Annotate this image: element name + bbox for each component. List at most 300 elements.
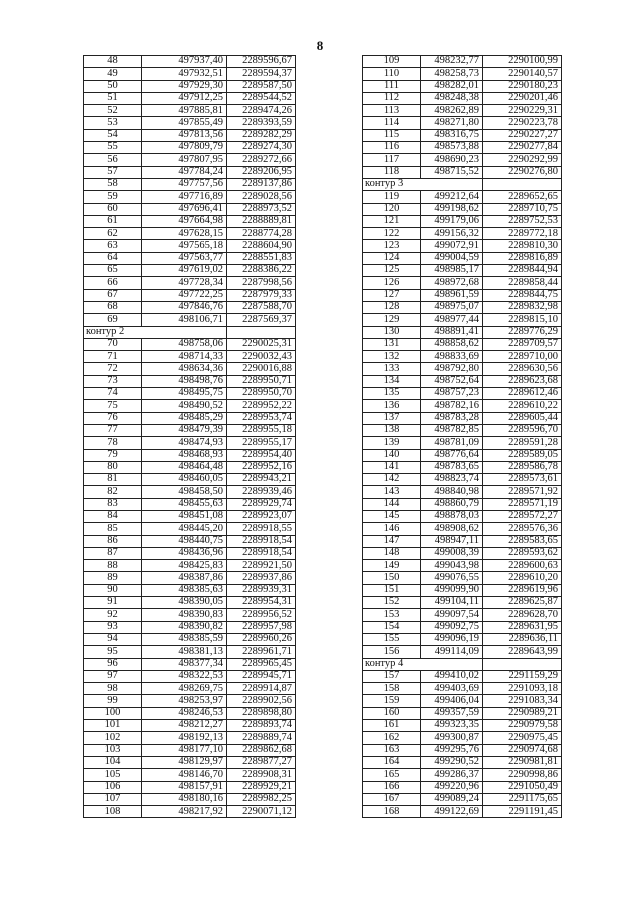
y-coordinate-cell: 2289965,45 [227,658,296,670]
point-number-cell: 122 [363,228,421,240]
table-row [84,658,296,670]
table-row [363,670,562,682]
table-row [84,621,296,633]
y-coordinate-cell: 2289752,53 [483,215,562,227]
x-coordinate-cell: 497757,56 [142,178,227,190]
point-number-cell: 75 [84,400,142,412]
y-coordinate-cell: 2291093,18 [483,683,562,695]
y-coordinate-cell: 2289282,29 [227,129,296,141]
point-number-cell: 124 [363,252,421,264]
x-coordinate-cell: 498262,89 [421,105,483,117]
y-coordinate-cell: 2289898,80 [227,707,296,719]
x-coordinate-cell: 498573,88 [421,142,483,154]
x-coordinate-cell: 497664,98 [142,215,227,227]
x-coordinate-cell: 498485,29 [142,412,227,424]
point-number-cell: 125 [363,265,421,277]
point-number-cell: 53 [84,117,142,129]
x-coordinate-cell: 497846,76 [142,301,227,313]
point-number-cell: 54 [84,129,142,141]
y-coordinate-cell: 2289631,95 [483,621,562,633]
point-number-cell: 98 [84,683,142,695]
table-row [363,203,562,215]
table-row [363,301,562,313]
x-coordinate-cell: 498977,44 [421,314,483,326]
y-coordinate-cell: 2289630,56 [483,363,562,375]
x-coordinate-cell: 498460,05 [142,474,227,486]
table-row [363,769,562,781]
point-number-cell: 66 [84,277,142,289]
y-coordinate-cell: 2289137,86 [227,178,296,190]
x-coordinate-cell: 497885,81 [142,105,227,117]
point-number-cell: 83 [84,498,142,510]
table-row [363,129,562,141]
y-coordinate-cell: 2289858,44 [483,277,562,289]
table-row [84,720,296,732]
x-coordinate-cell: 499410,02 [421,670,483,682]
y-coordinate-cell: 2289929,21 [227,781,296,793]
table-row [363,633,562,645]
point-number-cell: 156 [363,646,421,658]
x-coordinate-cell: 498975,07 [421,301,483,313]
x-coordinate-cell: 498714,33 [142,351,227,363]
y-coordinate-cell: 2289923,07 [227,510,296,522]
x-coordinate-cell: 497807,95 [142,154,227,166]
x-coordinate-cell: 499198,62 [421,203,483,215]
x-coordinate-cell: 499156,32 [421,228,483,240]
y-coordinate-cell: 2289709,57 [483,338,562,350]
table-row [363,142,562,154]
y-coordinate-cell: 2289982,25 [227,793,296,805]
table-row [363,56,562,68]
table-row [84,535,296,547]
point-number-cell: 106 [84,781,142,793]
x-coordinate-cell: 499096,19 [421,633,483,645]
table-row [84,80,296,92]
y-coordinate-cell: 2287569,37 [227,314,296,326]
x-coordinate-cell: 498833,69 [421,351,483,363]
table-row [84,744,296,756]
y-coordinate-cell: 2289954,40 [227,449,296,461]
x-coordinate-cell: 498390,82 [142,621,227,633]
point-number-cell: 159 [363,695,421,707]
y-coordinate-cell: 2289605,44 [483,412,562,424]
x-coordinate-cell: 498390,83 [142,609,227,621]
point-number-cell: 116 [363,142,421,154]
table-row [84,572,296,584]
x-coordinate-cell: 497696,41 [142,203,227,215]
point-number-cell: 78 [84,437,142,449]
x-coordinate-cell: 498253,97 [142,695,227,707]
y-coordinate-cell: 2290277,84 [483,142,562,154]
table-row [363,461,562,473]
y-coordinate-cell: 2289612,46 [483,388,562,400]
x-coordinate-cell: 498271,80 [421,117,483,129]
x-coordinate-cell: 498436,96 [142,547,227,559]
point-number-cell: 161 [363,720,421,732]
x-coordinate-cell: 498495,75 [142,388,227,400]
y-coordinate-cell: 2289272,66 [227,154,296,166]
x-coordinate-cell: 497855,49 [142,117,227,129]
table-row [363,400,562,412]
point-number-cell: 49 [84,68,142,80]
y-coordinate-cell: 2290981,81 [483,756,562,768]
y-coordinate-cell: 2289939,31 [227,584,296,596]
x-coordinate-cell: 497563,77 [142,252,227,264]
point-number-cell: 95 [84,646,142,658]
table-row [363,646,562,658]
point-number-cell: 88 [84,560,142,572]
point-number-cell: 142 [363,474,421,486]
y-coordinate-cell: 2289596,70 [483,424,562,436]
x-coordinate-cell: 499104,11 [421,597,483,609]
y-coordinate-cell: 2289918,55 [227,523,296,535]
x-coordinate-cell: 498961,59 [421,289,483,301]
y-coordinate-cell: 2289844,75 [483,289,562,301]
table-row [363,154,562,166]
point-number-cell: 96 [84,658,142,670]
table-row [363,486,562,498]
y-coordinate-cell: 2290998,86 [483,769,562,781]
point-number-cell: 64 [84,252,142,264]
table-row [363,781,562,793]
y-coordinate-cell: 2289914,87 [227,683,296,695]
x-coordinate-cell: 499179,06 [421,215,483,227]
point-number-cell: 60 [84,203,142,215]
contour-header-row [363,178,562,190]
y-coordinate-cell: 2287998,56 [227,277,296,289]
point-number-cell: 153 [363,609,421,621]
y-coordinate-cell: 2289862,68 [227,744,296,756]
x-coordinate-cell: 498474,93 [142,437,227,449]
x-coordinate-cell: 498860,79 [421,498,483,510]
point-number-cell: 126 [363,277,421,289]
x-coordinate-cell: 497912,25 [142,92,227,104]
table-row [363,695,562,707]
y-coordinate-cell: 2289957,98 [227,621,296,633]
table-row [363,683,562,695]
x-coordinate-cell: 498464,48 [142,461,227,473]
point-number-cell: 164 [363,756,421,768]
y-coordinate-cell: 2290975,45 [483,732,562,744]
y-coordinate-cell: 2289274,30 [227,142,296,154]
table-row [84,793,296,805]
y-coordinate-cell: 2289950,70 [227,388,296,400]
table-row [363,547,562,559]
empty-cell [483,178,562,190]
point-number-cell: 138 [363,424,421,436]
point-number-cell: 94 [84,633,142,645]
x-coordinate-cell: 498498,76 [142,375,227,387]
table-row [84,301,296,313]
x-coordinate-cell: 498192,13 [142,732,227,744]
point-number-cell: 91 [84,597,142,609]
y-coordinate-cell: 2288551,83 [227,252,296,264]
point-number-cell: 135 [363,388,421,400]
table-row [363,68,562,80]
x-coordinate-cell: 498878,03 [421,510,483,522]
point-number-cell: 55 [84,142,142,154]
y-coordinate-cell: 2289628,70 [483,609,562,621]
table-row [363,572,562,584]
table-row [84,56,296,68]
point-number-cell: 130 [363,326,421,338]
table-row [363,265,562,277]
table-row [84,781,296,793]
x-coordinate-cell: 498451,08 [142,510,227,522]
point-number-cell: 149 [363,560,421,572]
y-coordinate-cell: 2289591,28 [483,437,562,449]
y-coordinate-cell: 2289710,75 [483,203,562,215]
y-coordinate-cell: 2290180,23 [483,80,562,92]
point-number-cell: 165 [363,769,421,781]
point-number-cell: 73 [84,375,142,387]
point-number-cell: 110 [363,68,421,80]
y-coordinate-cell: 2288386,22 [227,265,296,277]
contour-label: контур 4 [363,658,483,670]
point-number-cell: 51 [84,92,142,104]
x-coordinate-cell: 497565,18 [142,240,227,252]
point-number-cell: 79 [84,449,142,461]
point-number-cell: 93 [84,621,142,633]
table-row [363,314,562,326]
y-coordinate-cell: 2289937,86 [227,572,296,584]
x-coordinate-cell: 497813,56 [142,129,227,141]
y-coordinate-cell: 2291083,34 [483,695,562,707]
y-coordinate-cell: 2289889,74 [227,732,296,744]
table-row [84,117,296,129]
point-number-cell: 87 [84,547,142,559]
x-coordinate-cell: 497929,30 [142,80,227,92]
y-coordinate-cell: 2289893,74 [227,720,296,732]
point-number-cell: 145 [363,510,421,522]
x-coordinate-cell: 499300,87 [421,732,483,744]
table-row [363,806,562,818]
point-number-cell: 108 [84,806,142,818]
table-row [84,424,296,436]
table-row [84,683,296,695]
x-coordinate-cell: 497728,34 [142,277,227,289]
y-coordinate-cell: 2289908,31 [227,769,296,781]
table-row [363,277,562,289]
x-coordinate-cell: 498232,77 [421,56,483,68]
y-coordinate-cell: 2289956,52 [227,609,296,621]
point-number-cell: 148 [363,547,421,559]
table-row [84,806,296,818]
x-coordinate-cell: 498757,23 [421,388,483,400]
point-number-cell: 132 [363,351,421,363]
coordinates-table-right [362,55,562,818]
x-coordinate-cell: 498157,91 [142,781,227,793]
x-coordinate-cell: 499076,55 [421,572,483,584]
table-row [84,68,296,80]
table-row [84,277,296,289]
x-coordinate-cell: 498715,52 [421,166,483,178]
page-number: 8 [316,38,324,53]
point-number-cell: 117 [363,154,421,166]
table-row [363,793,562,805]
point-number-cell: 128 [363,301,421,313]
x-coordinate-cell: 498377,34 [142,658,227,670]
x-coordinate-cell: 499357,59 [421,707,483,719]
table-row [84,178,296,190]
table-row [363,326,562,338]
x-coordinate-cell: 499043,98 [421,560,483,572]
point-number-cell: 160 [363,707,421,719]
table-row [363,449,562,461]
table-row [84,449,296,461]
point-number-cell: 115 [363,129,421,141]
x-coordinate-cell: 498858,62 [421,338,483,350]
x-coordinate-cell: 498385,59 [142,633,227,645]
table-row [84,375,296,387]
x-coordinate-cell: 498758,06 [142,338,227,350]
contour-label: контур 2 [84,326,227,338]
x-coordinate-cell: 498792,80 [421,363,483,375]
table-row [363,498,562,510]
x-coordinate-cell: 498783,65 [421,461,483,473]
y-coordinate-cell: 2290227,27 [483,129,562,141]
x-coordinate-cell: 498180,16 [142,793,227,805]
x-coordinate-cell: 498282,01 [421,80,483,92]
table-row [84,129,296,141]
x-coordinate-cell: 498985,17 [421,265,483,277]
y-coordinate-cell: 2289939,46 [227,486,296,498]
table-row [363,105,562,117]
point-number-cell: 99 [84,695,142,707]
table-row [84,732,296,744]
y-coordinate-cell: 2291050,49 [483,781,562,793]
y-coordinate-cell: 2289776,29 [483,326,562,338]
table-row [84,523,296,535]
y-coordinate-cell: 2289594,37 [227,68,296,80]
point-number-cell: 136 [363,400,421,412]
x-coordinate-cell: 499004,59 [421,252,483,264]
point-number-cell: 107 [84,793,142,805]
x-coordinate-cell: 498269,75 [142,683,227,695]
y-coordinate-cell: 2289902,56 [227,695,296,707]
point-number-cell: 154 [363,621,421,633]
point-number-cell: 58 [84,178,142,190]
x-coordinate-cell: 498468,93 [142,449,227,461]
x-coordinate-cell: 498752,64 [421,375,483,387]
table-row [363,720,562,732]
table-row [84,400,296,412]
x-coordinate-cell: 498212,27 [142,720,227,732]
x-coordinate-cell: 497809,79 [142,142,227,154]
point-number-cell: 131 [363,338,421,350]
x-coordinate-cell: 499403,69 [421,683,483,695]
point-number-cell: 86 [84,535,142,547]
y-coordinate-cell: 2288973,52 [227,203,296,215]
table-row [84,105,296,117]
table-row [363,289,562,301]
y-coordinate-cell: 2289571,19 [483,498,562,510]
point-number-cell: 101 [84,720,142,732]
y-coordinate-cell: 2289918,54 [227,535,296,547]
table-row [363,252,562,264]
y-coordinate-cell: 2289583,65 [483,535,562,547]
x-coordinate-cell: 497619,02 [142,265,227,277]
table-row [363,351,562,363]
point-number-cell: 81 [84,474,142,486]
point-number-cell: 151 [363,584,421,596]
point-number-cell: 127 [363,289,421,301]
point-number-cell: 118 [363,166,421,178]
point-number-cell: 147 [363,535,421,547]
y-coordinate-cell: 2289571,92 [483,486,562,498]
y-coordinate-cell: 2289918,54 [227,547,296,559]
point-number-cell: 62 [84,228,142,240]
table-row [363,560,562,572]
point-number-cell: 133 [363,363,421,375]
point-number-cell: 168 [363,806,421,818]
y-coordinate-cell: 2289593,62 [483,547,562,559]
table-row [363,535,562,547]
table-row [363,732,562,744]
table-row [363,609,562,621]
contour-label: контур 3 [363,178,483,190]
y-coordinate-cell: 2289623,68 [483,375,562,387]
point-number-cell: 89 [84,572,142,584]
table-row [84,670,296,682]
x-coordinate-cell: 499092,75 [421,621,483,633]
x-coordinate-cell: 498908,62 [421,523,483,535]
table-row [84,695,296,707]
table-row [84,351,296,363]
point-number-cell: 111 [363,80,421,92]
table-row [363,597,562,609]
table-row [84,547,296,559]
y-coordinate-cell: 2290292,99 [483,154,562,166]
point-number-cell: 82 [84,486,142,498]
x-coordinate-cell: 498458,50 [142,486,227,498]
table-row [84,215,296,227]
point-number-cell: 123 [363,240,421,252]
table-row [84,265,296,277]
y-coordinate-cell: 2289576,36 [483,523,562,535]
table-row [363,363,562,375]
table-row [363,166,562,178]
table-row [84,363,296,375]
table-row [84,142,296,154]
x-coordinate-cell: 498782,85 [421,424,483,436]
y-coordinate-cell: 2288604,90 [227,240,296,252]
empty-cell [483,658,562,670]
x-coordinate-cell: 498217,92 [142,806,227,818]
x-coordinate-cell: 499220,96 [421,781,483,793]
x-coordinate-cell: 498425,83 [142,560,227,572]
x-coordinate-cell: 498634,36 [142,363,227,375]
table-row [84,474,296,486]
y-coordinate-cell: 2289815,10 [483,314,562,326]
point-number-cell: 167 [363,793,421,805]
point-number-cell: 158 [363,683,421,695]
point-number-cell: 56 [84,154,142,166]
y-coordinate-cell: 2289587,50 [227,80,296,92]
coordinates-table-left [83,55,296,818]
x-coordinate-cell: 498972,68 [421,277,483,289]
table-row [363,584,562,596]
point-number-cell: 103 [84,744,142,756]
point-number-cell: 52 [84,105,142,117]
table-row [363,523,562,535]
contour-header-row [84,326,296,338]
x-coordinate-cell: 498690,23 [421,154,483,166]
x-coordinate-cell: 499122,69 [421,806,483,818]
x-coordinate-cell: 499406,04 [421,695,483,707]
x-coordinate-cell: 498146,70 [142,769,227,781]
y-coordinate-cell: 2290100,99 [483,56,562,68]
